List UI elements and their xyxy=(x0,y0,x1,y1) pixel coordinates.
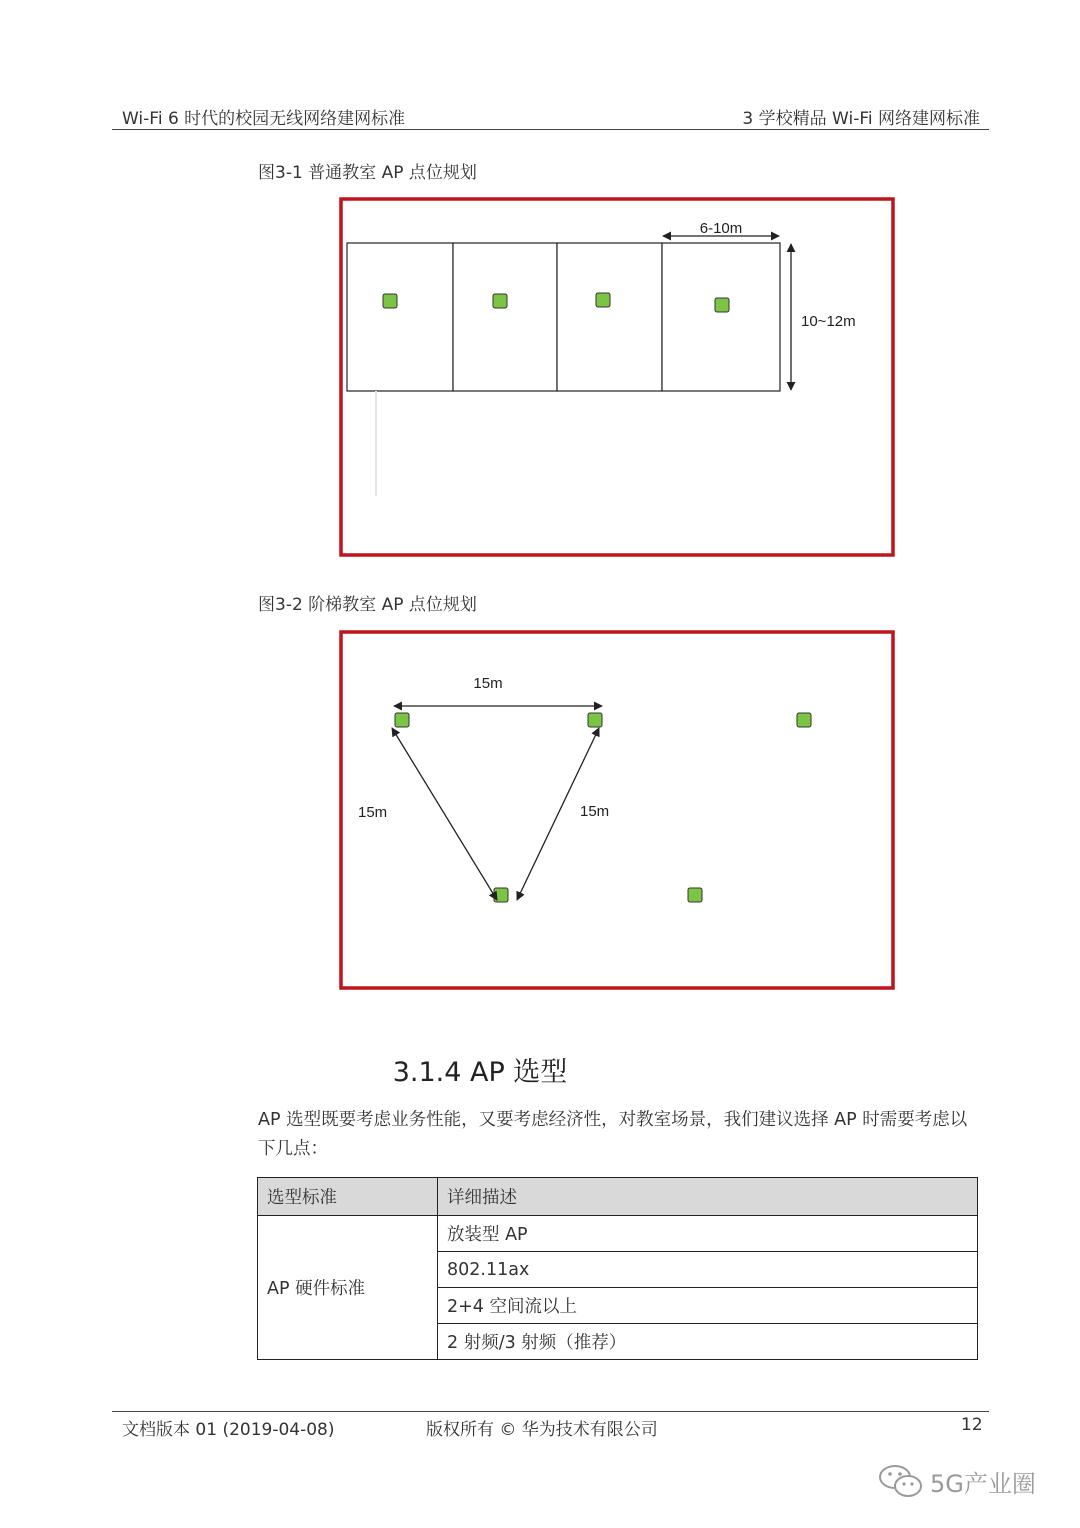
ap-icon xyxy=(494,888,508,902)
classroom-4 xyxy=(662,243,780,391)
figure2-caption: 图3-2 阶梯教室 AP 点位规划 xyxy=(258,595,477,615)
ap-icon xyxy=(688,888,702,902)
ap-icon xyxy=(493,294,507,308)
header-chapter-title: 3 学校精品 Wi-Fi 网络建网标准 xyxy=(742,109,980,129)
figure1-diagram xyxy=(338,196,896,558)
table-row xyxy=(258,1216,978,1252)
footer-divider xyxy=(112,1411,989,1412)
header-doc-title: Wi-Fi 6 时代的校园无线网络建网标准 xyxy=(122,109,406,129)
table-cell: 2+4 空间流以上 xyxy=(438,1288,978,1324)
table-cell: 放装型 AP xyxy=(438,1216,978,1252)
width-dimension-label: 6-10m xyxy=(699,220,743,237)
ap-icon xyxy=(797,713,811,727)
figure2-lecture-hall-ap-plan xyxy=(338,629,896,991)
ap-icon xyxy=(588,713,602,727)
table-header-description: 详细描述 xyxy=(438,1178,978,1216)
wechat-icon xyxy=(878,1463,924,1499)
ap-selection-table xyxy=(257,1177,978,1360)
top-distance-label: 15m xyxy=(473,675,503,692)
table-group-label: AP 硬件标准 xyxy=(258,1216,438,1360)
figure2-frame xyxy=(341,632,893,988)
section-heading xyxy=(0,1050,1080,1089)
ap-icon xyxy=(596,293,610,307)
classroom-3 xyxy=(557,243,662,391)
table-cell: 802.11ax xyxy=(438,1252,978,1288)
header-divider xyxy=(112,129,989,130)
figure2-diagram xyxy=(338,629,896,991)
footer-copyright: 版权所有 © 华为技术有限公司 xyxy=(426,1420,658,1440)
classroom-2 xyxy=(453,243,557,391)
ap-icon xyxy=(715,298,729,312)
section-heading-text: 3.1.4 AP 选型 xyxy=(392,1057,568,1088)
table-cell: 2 射频/3 射频（推荐） xyxy=(438,1324,978,1360)
table-header-row xyxy=(258,1178,978,1216)
watermark xyxy=(878,1463,1036,1499)
ap-icon xyxy=(395,713,409,727)
height-dimension-label: 10~12m xyxy=(801,313,856,330)
figure1-classroom-ap-plan xyxy=(338,196,896,558)
section-intro-paragraph: AP 选型既要考虑业务性能，又要考虑经济性，对教室场景，我们建议选择 AP 时需要考虑以下几点： xyxy=(258,1110,968,1159)
right-distance-label: 15m xyxy=(580,803,610,820)
classroom-1 xyxy=(347,243,453,391)
figure1-caption: 图3-1 普通教室 AP 点位规划 xyxy=(258,163,477,183)
ap-icon xyxy=(383,294,397,308)
footer-doc-version: 文档版本 01 (2019-04-08) xyxy=(122,1420,335,1440)
footer-page-number: 12 xyxy=(961,1415,983,1435)
watermark-text: 5G产业圈 xyxy=(930,1469,1036,1498)
table-header-criteria: 选型标准 xyxy=(258,1178,438,1216)
left-distance-label: 15m xyxy=(358,804,388,821)
left-distance-arrow xyxy=(392,728,497,900)
